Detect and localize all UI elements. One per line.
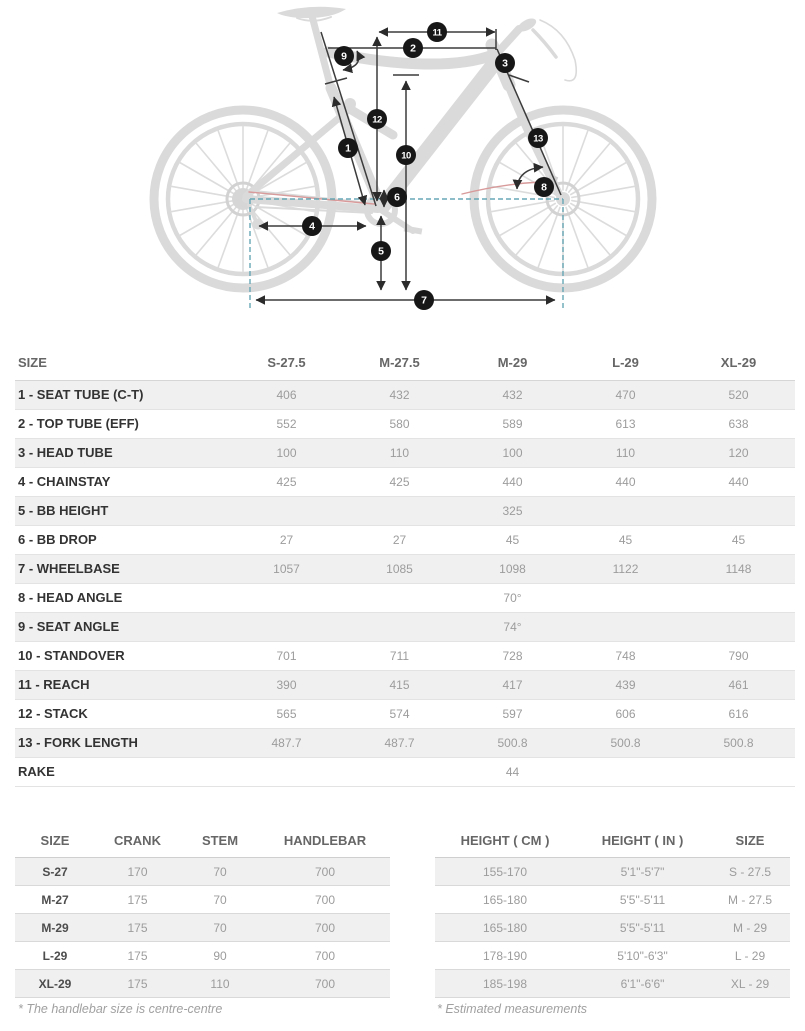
- row-label-cell: RAKE: [18, 764, 55, 779]
- value-cell: 6'1"-6'6": [620, 976, 665, 991]
- row-label-cell: L-29: [42, 948, 68, 963]
- value-cell: 45: [505, 532, 520, 547]
- value-cell: 425: [276, 474, 297, 489]
- callout-head-angle: [534, 177, 554, 197]
- table-row: [15, 914, 390, 942]
- value-cell: 5'5"-5'11: [619, 920, 666, 935]
- value-cell: [682, 757, 795, 786]
- value-cell: 390: [276, 677, 297, 692]
- table-row: [15, 409, 795, 438]
- table-row: [15, 970, 390, 998]
- value-cell: 440: [615, 474, 636, 489]
- value-cell: 613: [615, 416, 636, 431]
- row-label-cell: 9 - SEAT ANGLE: [18, 619, 120, 634]
- value-cell: 5'1"-5'7": [620, 864, 665, 879]
- row-label-cell: 6 - BB DROP: [18, 532, 97, 547]
- col-size: SIZE: [18, 355, 47, 371]
- components-table: [15, 825, 390, 999]
- row-label-cell: 3 - HEAD TUBE: [18, 445, 113, 460]
- value-cell: XL - 29: [730, 976, 770, 991]
- row-label-cell: 5 - BB HEIGHT: [18, 503, 109, 518]
- svg-text:5: 5: [378, 245, 384, 258]
- value-cell: 155-170: [482, 864, 528, 879]
- value-cell: 100: [502, 445, 523, 460]
- col-l-29: L-29: [612, 355, 639, 371]
- col-stem: STEM: [201, 833, 239, 849]
- col-handlebar: HANDLEBAR: [283, 833, 367, 849]
- row-label-cell: 13 - FORK LENGTH: [18, 735, 138, 750]
- value-cell: 1122: [612, 561, 639, 576]
- value-cell: [682, 583, 795, 612]
- table-row: [15, 554, 795, 583]
- value-cell: 440: [728, 474, 749, 489]
- value-cell: 500.8: [497, 735, 528, 750]
- value-cell: 45: [618, 532, 633, 547]
- value-cell: [569, 496, 682, 525]
- value-cell: 70: [213, 892, 227, 907]
- value-cell: [569, 757, 682, 786]
- value-cell: 175: [127, 948, 148, 963]
- value-cell: 487.7: [271, 735, 302, 750]
- value-cell: 701: [276, 648, 297, 663]
- estimated-footnote: * Estimated measurements: [437, 1002, 588, 1016]
- callout-seat-angle: [334, 46, 354, 66]
- rider-sizing-table: [435, 825, 790, 999]
- value-cell: 27: [279, 532, 294, 547]
- value-cell: 110: [615, 445, 636, 460]
- value-cell: 185-198: [482, 976, 528, 991]
- table-row: [15, 380, 795, 409]
- value-cell: 110: [210, 976, 230, 991]
- table-row: [15, 467, 795, 496]
- table-row: [15, 942, 390, 970]
- value-cell: 100: [276, 445, 297, 460]
- value-cell: 470: [615, 387, 636, 402]
- row-label-cell: 11 - REACH: [18, 677, 90, 692]
- bike-geometry-diagram: [0, 0, 805, 338]
- value-cell: 70°: [503, 590, 522, 605]
- value-cell: 70: [213, 920, 227, 935]
- bottom-tables: [15, 825, 805, 999]
- value-cell: 700: [314, 948, 336, 963]
- table-row: [15, 728, 795, 757]
- value-cell: 1057: [273, 561, 300, 576]
- callout-bb-drop: [387, 187, 407, 207]
- svg-text:1: 1: [345, 142, 351, 155]
- table-row: [15, 886, 390, 914]
- components-table-header: [15, 825, 390, 858]
- saddle: [277, 7, 346, 18]
- col-size: SIZE: [735, 833, 765, 849]
- row-label-cell: 12 - STACK: [18, 706, 88, 721]
- col-height-in: HEIGHT ( IN ): [601, 833, 684, 849]
- value-cell: S - 27.5: [728, 864, 772, 879]
- value-cell: [343, 612, 456, 641]
- value-cell: 728: [502, 648, 523, 663]
- value-cell: 165-180: [482, 892, 528, 907]
- svg-text:10: 10: [401, 150, 411, 162]
- sizing-table-header: [435, 825, 790, 858]
- value-cell: 175: [127, 920, 148, 935]
- table-row: [15, 525, 795, 554]
- brake-cable: [540, 20, 576, 81]
- callout-chainstay: [302, 216, 322, 236]
- seat-stay: [246, 107, 352, 196]
- value-cell: 70: [213, 864, 227, 879]
- value-cell: L - 29: [734, 948, 766, 963]
- value-cell: 597: [502, 706, 523, 721]
- value-cell: 700: [314, 892, 336, 907]
- value-cell: 500.8: [610, 735, 641, 750]
- table-row: [435, 970, 790, 998]
- table-row: [435, 886, 790, 914]
- value-cell: 1085: [386, 561, 413, 576]
- value-cell: 580: [389, 416, 410, 431]
- geometry-table-header: [15, 346, 795, 380]
- value-cell: 700: [314, 864, 336, 879]
- svg-text:13: 13: [533, 133, 543, 145]
- table-row: [435, 942, 790, 970]
- stem: [500, 29, 519, 50]
- svg-text:2: 2: [410, 42, 416, 55]
- row-label-cell: 2 - TOP TUBE (EFF): [18, 416, 139, 431]
- value-cell: [569, 583, 682, 612]
- value-cell: 520: [728, 387, 749, 402]
- row-label-cell: M-29: [41, 920, 69, 935]
- value-cell: 170: [127, 864, 148, 879]
- value-cell: 1148: [725, 561, 752, 576]
- value-cell: 487.7: [384, 735, 415, 750]
- value-cell: 5'5"-5'11: [619, 892, 666, 907]
- value-cell: [682, 612, 795, 641]
- value-cell: 638: [728, 416, 749, 431]
- value-cell: 415: [389, 677, 410, 692]
- table-row: [15, 858, 390, 886]
- value-cell: 425: [389, 474, 410, 489]
- callout-wheelbase: [414, 290, 434, 310]
- callout-fork-length: [528, 128, 548, 148]
- svg-text:9: 9: [341, 50, 347, 63]
- value-cell: 5'10"-6'3": [617, 948, 668, 963]
- value-cell: 110: [389, 445, 410, 460]
- value-cell: M - 29: [732, 920, 767, 935]
- value-cell: 325: [502, 503, 523, 518]
- svg-text:12: 12: [372, 114, 382, 126]
- row-label-cell: 7 - WHEELBASE: [18, 561, 120, 576]
- down-tube: [383, 60, 497, 206]
- col-m-27-5: M-27.5: [379, 355, 420, 371]
- value-cell: 44: [505, 764, 520, 779]
- col-s-27-5: S-27.5: [267, 355, 306, 371]
- value-cell: [343, 757, 456, 786]
- table-row: [435, 858, 790, 886]
- value-cell: 616: [728, 706, 749, 721]
- col-size: SIZE: [40, 833, 70, 849]
- value-cell: 45: [731, 532, 746, 547]
- callout-top-tube: [403, 38, 423, 58]
- handlebar-footnote: * The handlebar size is centre-centre: [18, 1002, 223, 1016]
- svg-text:4: 4: [309, 220, 315, 233]
- value-cell: 589: [502, 416, 523, 431]
- value-cell: 574: [389, 706, 410, 721]
- callout-reach: [427, 22, 447, 42]
- table-row: [15, 583, 795, 612]
- svg-text:3: 3: [502, 57, 508, 70]
- table-row: [435, 914, 790, 942]
- value-cell: 74°: [503, 619, 522, 634]
- table-row: [15, 496, 795, 525]
- value-cell: 552: [276, 416, 297, 431]
- value-cell: 417: [502, 677, 523, 692]
- table-row: [15, 757, 795, 786]
- value-cell: 432: [389, 387, 410, 402]
- svg-text:7: 7: [421, 294, 427, 307]
- row-label-cell: 8 - HEAD ANGLE: [18, 590, 123, 605]
- value-cell: 700: [314, 976, 336, 991]
- callout-stack: [367, 109, 387, 129]
- value-cell: 606: [615, 706, 636, 721]
- value-cell: 748: [615, 648, 636, 663]
- value-cell: 175: [127, 892, 148, 907]
- value-cell: [230, 612, 343, 641]
- value-cell: 461: [728, 677, 749, 692]
- value-cell: [343, 496, 456, 525]
- value-cell: 175: [127, 976, 148, 991]
- value-cell: 439: [615, 677, 636, 692]
- row-label-cell: 4 - CHAINSTAY: [18, 474, 111, 489]
- geometry-table: [15, 346, 795, 787]
- table-row: [15, 641, 795, 670]
- value-cell: 406: [276, 387, 297, 402]
- value-cell: 120: [728, 445, 749, 460]
- callout-seat-tube: [338, 138, 358, 158]
- value-cell: [682, 496, 795, 525]
- row-label-cell: M-27: [41, 892, 69, 907]
- col-xl-29: XL-29: [720, 355, 757, 371]
- value-cell: 500.8: [723, 735, 754, 750]
- value-cell: 27: [392, 532, 407, 547]
- value-cell: 165-180: [482, 920, 528, 935]
- svg-text:6: 6: [394, 191, 400, 204]
- value-cell: 432: [502, 387, 523, 402]
- value-cell: 700: [314, 920, 336, 935]
- value-cell: 565: [276, 706, 297, 721]
- table-row: [15, 699, 795, 728]
- col-height-cm: HEIGHT ( CM ): [460, 833, 550, 849]
- callout-standover: [396, 145, 416, 165]
- value-cell: 90: [213, 948, 227, 963]
- value-cell: 440: [502, 474, 523, 489]
- row-label-cell: S-27: [42, 864, 68, 879]
- value-cell: [569, 612, 682, 641]
- value-cell: 178-190: [482, 948, 528, 963]
- table-row: [15, 612, 795, 641]
- col-m-29: M-29: [497, 355, 528, 371]
- value-cell: 1098: [499, 561, 526, 576]
- svg-text:11: 11: [432, 27, 442, 39]
- derailleur-cage: [253, 219, 264, 230]
- row-label-cell: 10 - STANDOVER: [18, 648, 125, 663]
- value-cell: [230, 583, 343, 612]
- table-row: [15, 670, 795, 699]
- value-cell: [230, 496, 343, 525]
- svg-text:8: 8: [541, 181, 547, 194]
- value-cell: M - 27.5: [727, 892, 772, 907]
- value-cell: [230, 757, 343, 786]
- row-label-cell: 1 - SEAT TUBE (C-T): [18, 387, 144, 402]
- callout-bb-height: [371, 241, 391, 261]
- row-label-cell: XL-29: [38, 976, 72, 991]
- table-row: [15, 438, 795, 467]
- callout-head-tube: [495, 53, 515, 73]
- value-cell: [343, 583, 456, 612]
- value-cell: 711: [389, 648, 410, 663]
- col-crank: CRANK: [114, 833, 161, 849]
- brake-lever: [533, 30, 556, 57]
- value-cell: 790: [728, 648, 749, 663]
